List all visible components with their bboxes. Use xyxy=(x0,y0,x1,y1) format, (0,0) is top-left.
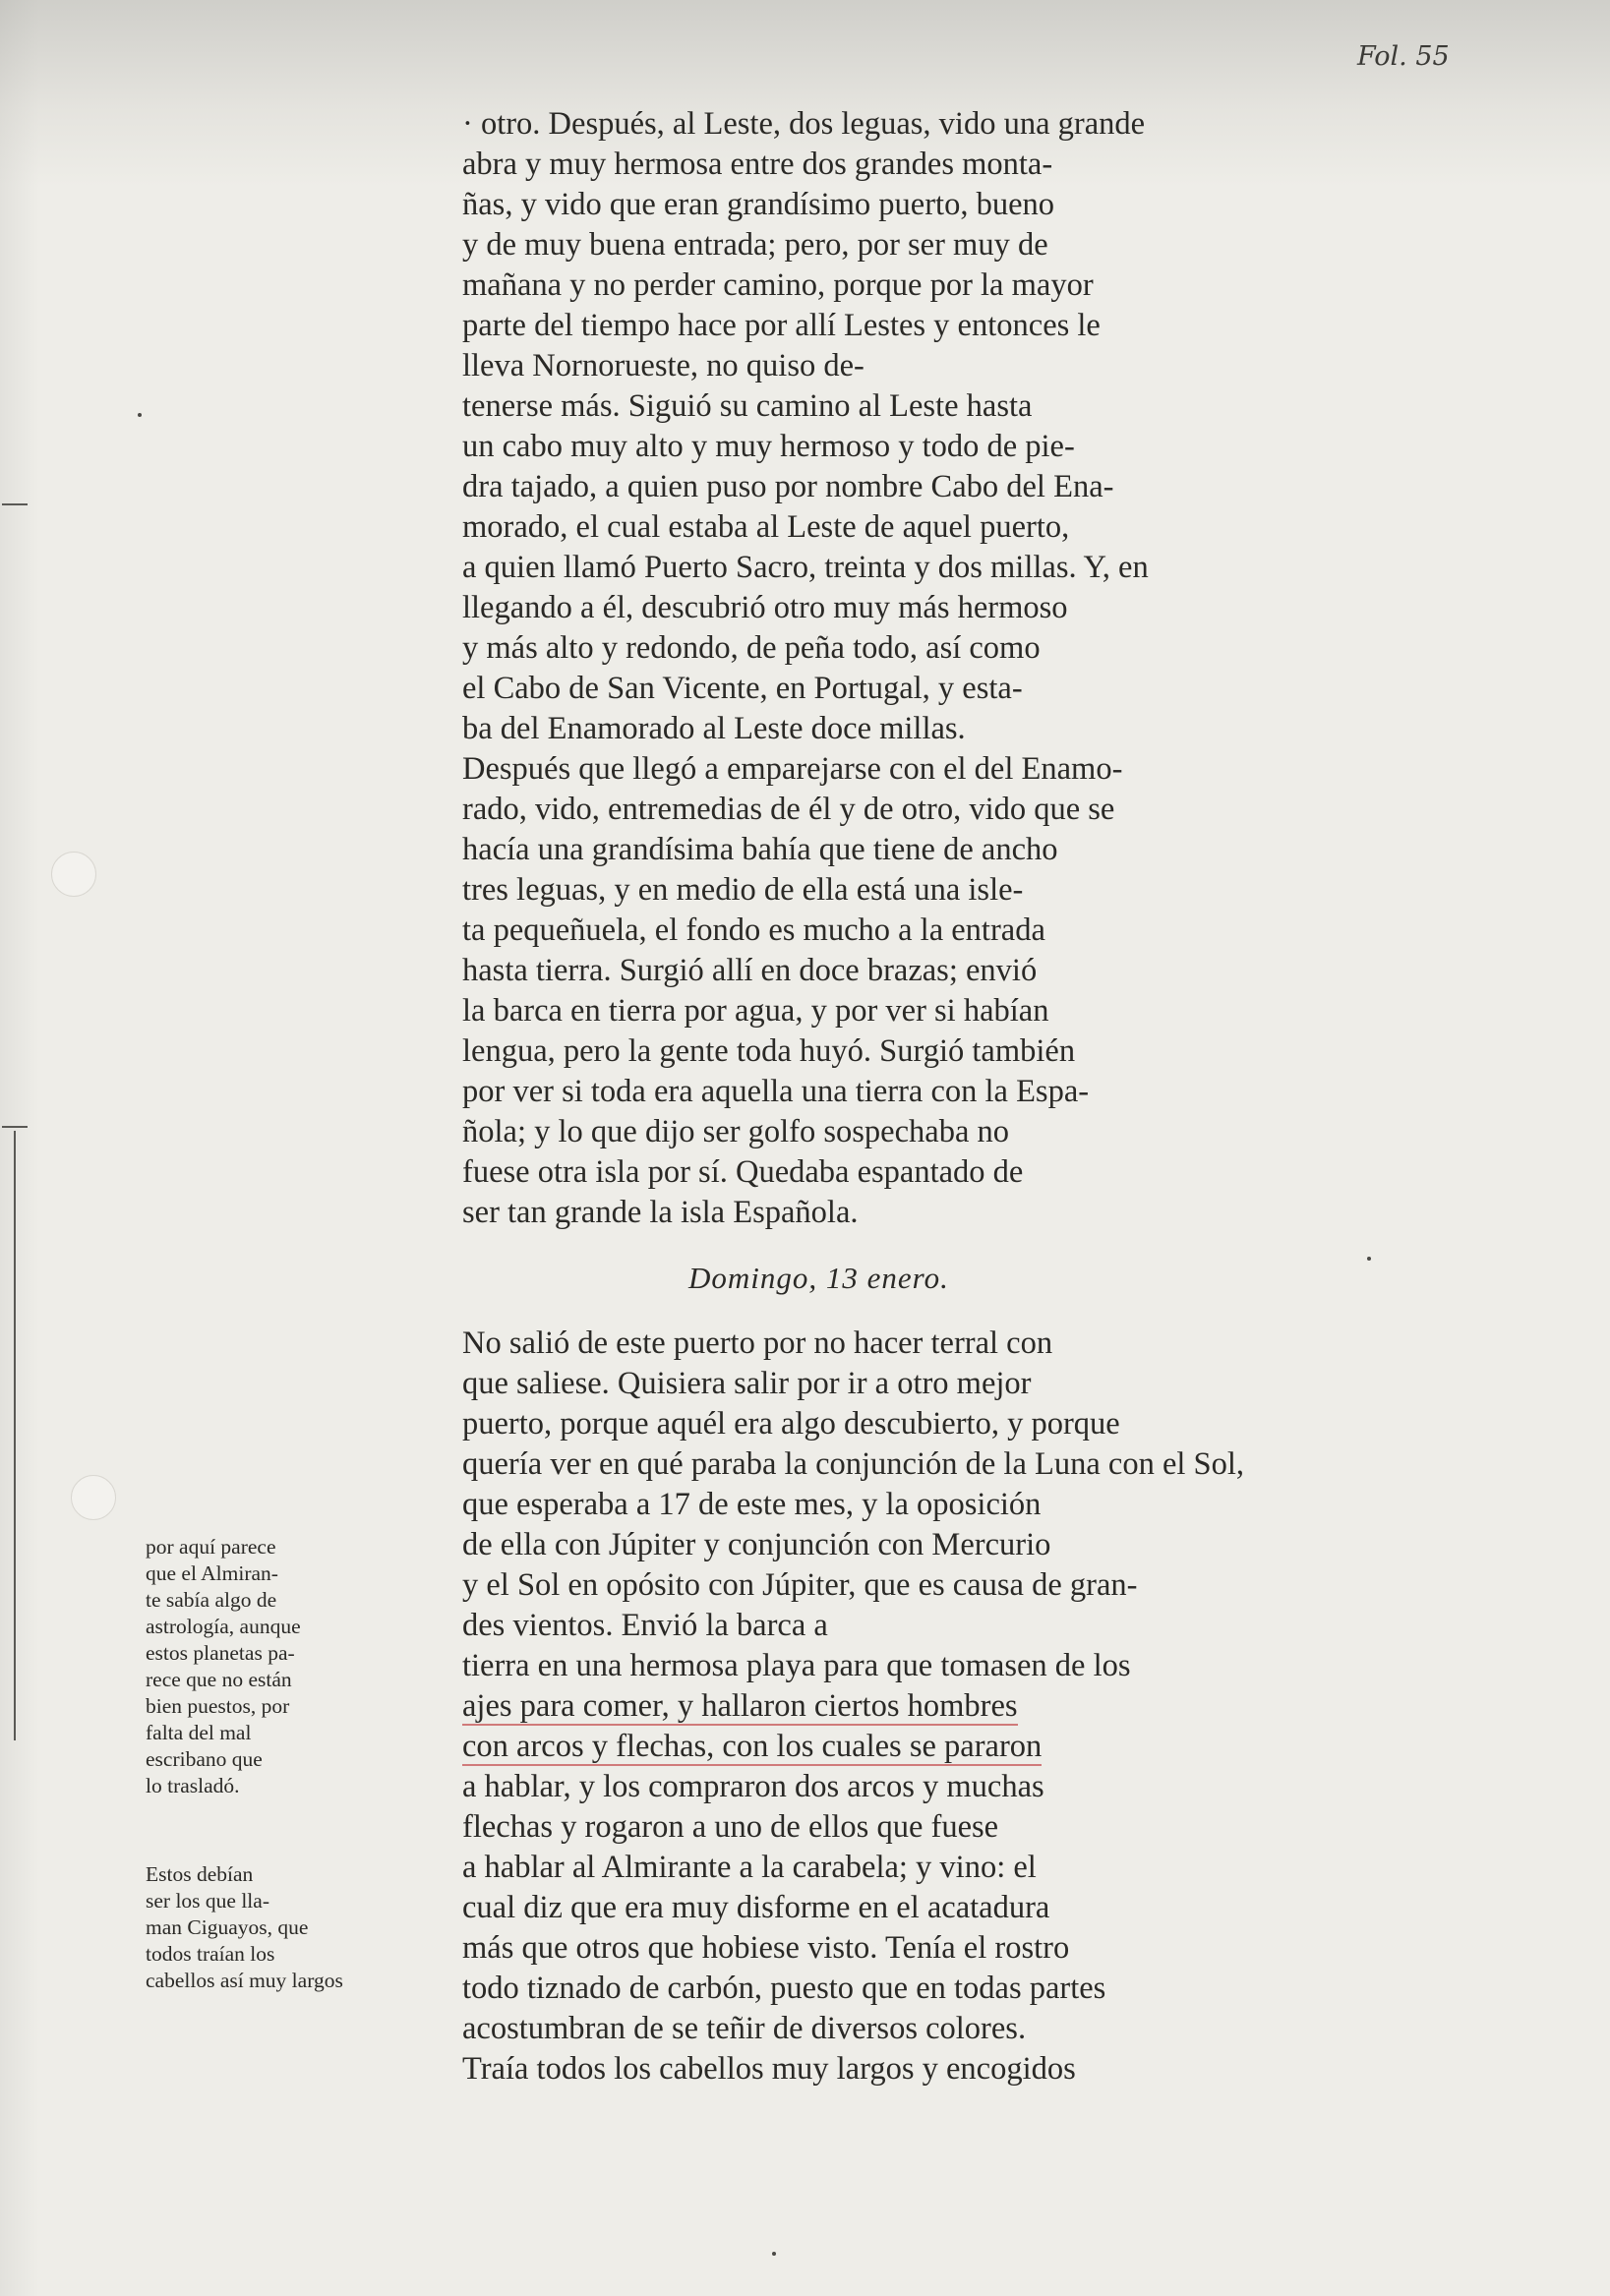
text-line: por ver si toda era aquella una tierra con la Espa- xyxy=(462,1074,1090,1109)
binder-tick-mark xyxy=(2,503,28,505)
binder-tick-mark xyxy=(2,1126,28,1128)
text-line: dra tajado, a quien puso por nombre Cabo del Ena- xyxy=(462,469,1114,504)
text-line: lleva Nornorueste, no quiso de- xyxy=(462,348,865,383)
marginal-line: Estos debían xyxy=(146,1862,254,1886)
text-line: abra y muy hermosa entre dos grandes monta- xyxy=(462,147,1053,182)
date-heading: Domingo, 13 enero. xyxy=(688,1261,949,1295)
marginal-line: por aquí parece xyxy=(146,1535,276,1559)
text-line: mañana y no perder camino, porque por la mayor xyxy=(462,267,1094,303)
text-line: a hablar al Almirante a la carabela; y vino: el xyxy=(462,1850,1037,1885)
text-line: lengua, pero la gente toda huyó. Surgió también xyxy=(462,1033,1076,1069)
text-line: a quien llamó Puerto Sacro, treinta y dos millas. Y, en xyxy=(462,550,1149,585)
marginal-line: lo trasladó. xyxy=(146,1774,240,1797)
text-line: ñola; y lo que dijo ser golfo sospechaba no xyxy=(462,1114,1009,1149)
marginal-line: astrología, aunque xyxy=(146,1615,301,1638)
text-line: y más alto y redondo, de peña todo, así como xyxy=(462,630,1041,666)
text-line: todo tiznado de carbón, puesto que en todas partes xyxy=(462,1971,1106,2006)
text-line: más que otros que hobiese visto. Tenía el rostro xyxy=(462,1930,1070,1966)
text-line: a hablar, y los compraron dos arcos y muchas xyxy=(462,1769,1044,1804)
text-line: fuese otra isla por sí. Quedaba espantado de xyxy=(462,1154,1024,1190)
text-line: quería ver en qué paraba la conjunción de la Luna con el Sol, xyxy=(462,1446,1245,1482)
text-line: cual diz que era muy disforme en el acatadura xyxy=(462,1890,1050,1925)
marginal-line: rece que no están xyxy=(146,1668,292,1691)
text-line: ñas, y vido que eran grandísimo puerto, bueno xyxy=(462,187,1055,222)
text-line: ba del Enamorado al Leste doce millas. xyxy=(462,711,966,746)
marginal-line: estos planetas pa- xyxy=(146,1641,295,1665)
text-line: ta pequeñuela, el fondo es mucho a la entrada xyxy=(462,913,1045,948)
text-line: Después que llegó a emparejarse con el del Enamo- xyxy=(462,751,1123,787)
scan-speck xyxy=(772,2252,776,2256)
main-text-column xyxy=(462,104,1456,2090)
text-line: hasta tierra. Surgió allí en doce brazas; envió xyxy=(462,953,1038,988)
text-line: un cabo muy alto y muy hermoso y todo de pie- xyxy=(462,429,1075,464)
marginal-line: ser los que lla- xyxy=(146,1889,269,1913)
marginal-line: man Ciguayos, que xyxy=(146,1915,309,1939)
text-line: rado, vido, entremedias de él y de otro, vido que se xyxy=(462,792,1115,827)
text-line: la barca en tierra por agua, y por ver si habían xyxy=(462,993,1049,1029)
marginal-line: que el Almiran- xyxy=(146,1561,278,1585)
text-line: flechas y rogaron a uno de ellos que fuese xyxy=(462,1809,999,1845)
text-line: de ella con Júpiter y conjunción con Mercurio xyxy=(462,1527,1051,1562)
text-line-underlined xyxy=(462,1686,1456,1727)
scan-speck xyxy=(138,413,142,417)
folio-number: Fol. 55 xyxy=(1357,41,1450,72)
marginal-note-ciguayos xyxy=(146,1861,441,1994)
text-line: morado, el cual estaba al Leste de aquel puerto, xyxy=(462,509,1070,545)
underlined-text: ajes para comer, y hallaron ciertos hombres xyxy=(462,1688,1018,1724)
marginal-note-astrology xyxy=(146,1534,441,1799)
text-line: parte del tiempo hace por allí Lestes y entonces le xyxy=(462,308,1101,343)
text-line-underlined xyxy=(462,1727,1456,1767)
underlined-text: con arcos y flechas, con los cuales se pararon xyxy=(462,1729,1043,1764)
text-line: que saliese. Quisiera salir por ir a otro mejor xyxy=(462,1366,1032,1401)
text-line: hacía una grandísima bahía que tiene de ancho xyxy=(462,832,1058,867)
text-line: llegando a él, descubrió otro muy más hermoso xyxy=(462,590,1068,625)
text-line: el Cabo de San Vicente, en Portugal, y esta- xyxy=(462,671,1023,706)
text-line: que esperaba a 17 de este mes, y la oposición xyxy=(462,1487,1042,1522)
punch-hole xyxy=(51,852,96,897)
text-line: des vientos. Envió la barca a xyxy=(462,1608,828,1643)
text-line: No salió de este puerto por no hacer terral con xyxy=(462,1325,1053,1361)
text-line: tenerse más. Siguió su camino al Leste hasta xyxy=(462,388,1033,424)
text-line: y de muy buena entrada; pero, por ser muy de xyxy=(462,227,1048,263)
binder-edge-line xyxy=(14,1131,16,1740)
text-line: · otro. Después, al Leste, dos leguas, vido una grande xyxy=(462,106,1146,142)
marginal-line: cabellos así muy largos xyxy=(146,1969,343,1992)
text-line: y el Sol en opósito con Júpiter, que es causa de gran- xyxy=(462,1567,1138,1603)
marginal-line: bien puestos, por xyxy=(146,1694,290,1718)
text-line: Traía todos los cabellos muy largos y encogidos xyxy=(462,2051,1076,2087)
text-line: tres leguas, y en medio de ella está una isle- xyxy=(462,872,1024,908)
text-line: puerto, porque aquél era algo descubierto, y porque xyxy=(462,1406,1120,1442)
marginal-line: falta del mal xyxy=(146,1721,252,1744)
text-line: ser tan grande la isla Española. xyxy=(462,1195,859,1230)
marginal-line: escribano que xyxy=(146,1747,263,1771)
marginal-line: te sabía algo de xyxy=(146,1588,277,1612)
text-line: tierra en una hermosa playa para que tomasen de los xyxy=(462,1648,1131,1683)
text-line: acostumbran de se teñir de diversos colores. xyxy=(462,2011,1027,2046)
punch-hole xyxy=(71,1475,116,1520)
marginal-line: todos traían los xyxy=(146,1942,275,1966)
